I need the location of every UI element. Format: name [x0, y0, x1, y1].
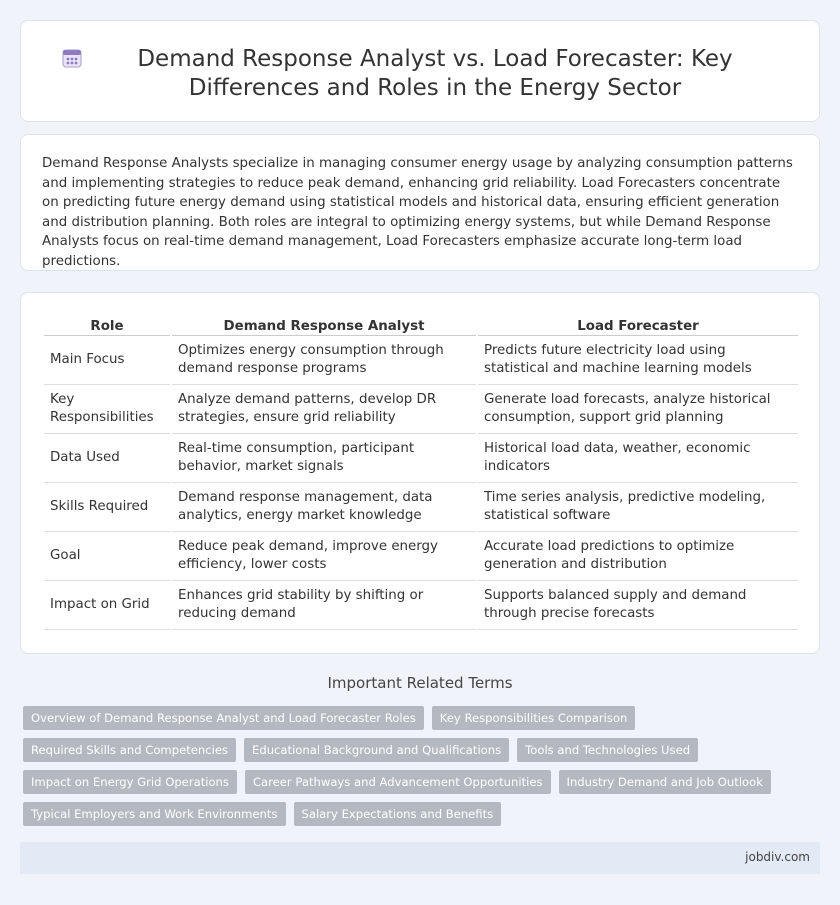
- footer: [20, 842, 820, 874]
- related-term-tag[interactable]: Key Responsibilities Comparison: [432, 706, 636, 730]
- row-label: Skills Required: [44, 483, 170, 532]
- forecaster-cell: Predicts future electricity load using statistical and machine learning models: [478, 336, 798, 385]
- table-row: [44, 336, 798, 385]
- related-term-tag[interactable]: Overview of Demand Response Analyst and Load Forecaster Roles: [23, 706, 424, 730]
- analyst-cell: Reduce peak demand, improve energy efficiency, lower costs: [172, 532, 476, 581]
- header-role: Role: [44, 315, 170, 336]
- row-label: Data Used: [44, 434, 170, 483]
- related-terms-list: [23, 706, 823, 834]
- analyst-cell: Real-time consumption, participant behavior, market signals: [172, 434, 476, 483]
- intro-card: [20, 134, 820, 271]
- table-row: [44, 385, 798, 434]
- forecaster-cell: Generate load forecasts, analyze historical consumption, support grid planning: [478, 385, 798, 434]
- table-header-row: [44, 315, 798, 336]
- related-term-tag[interactable]: Industry Demand and Job Outlook: [559, 770, 771, 794]
- table-row: [44, 581, 798, 630]
- analyst-cell: Analyze demand patterns, develop DR strategies, ensure grid reliability: [172, 385, 476, 434]
- forecaster-cell: Supports balanced supply and demand through precise forecasts: [478, 581, 798, 630]
- forecaster-cell: Historical load data, weather, economic indicators: [478, 434, 798, 483]
- related-term-tag[interactable]: Impact on Energy Grid Operations: [23, 770, 237, 794]
- table-row: [44, 483, 798, 532]
- table-row: [44, 434, 798, 483]
- comparison-card: [20, 292, 820, 654]
- comparison-table: [42, 315, 800, 630]
- row-label: Goal: [44, 532, 170, 581]
- related-term-tag[interactable]: Tools and Technologies Used: [517, 738, 698, 762]
- related-term-tag[interactable]: Salary Expectations and Benefits: [294, 802, 502, 826]
- related-terms-heading: Important Related Terms: [327, 674, 513, 692]
- table-row: [44, 532, 798, 581]
- page-title: Demand Response Analyst vs. Load Forecaster: Key Differences and Roles in the Energy Sector: [137, 46, 733, 101]
- title-card: [20, 20, 820, 122]
- analyst-cell: Enhances grid stability by shifting or reducing demand: [172, 581, 476, 630]
- intro-paragraph: Demand Response Analysts specialize in managing consumer energy usage by analyzing consumption patterns and implementing strategies to reduce peak demand, enhancing grid reliability. Load Forecasters concentrate on predicting future energy demand using statistical models and historical data, ensuring efficient generation and distribution planning. Both roles are integral to optimizing energy systems, but while Demand Response Analysts focus on real-time demand management, Load Forecasters emphasize accurate long-term load predictions.: [42, 156, 793, 269]
- footer-site-link[interactable]: jobdiv.com: [745, 850, 810, 864]
- analyst-cell: Demand response management, data analytics, energy market knowledge: [172, 483, 476, 532]
- related-term-tag[interactable]: Required Skills and Competencies: [23, 738, 236, 762]
- row-label: Impact on Grid: [44, 581, 170, 630]
- related-term-tag[interactable]: Career Pathways and Advancement Opportunities: [245, 770, 551, 794]
- related-term-tag[interactable]: Educational Background and Qualifications: [244, 738, 509, 762]
- forecaster-cell: Accurate load predictions to optimize generation and distribution: [478, 532, 798, 581]
- row-label: Main Focus: [44, 336, 170, 385]
- related-term-tag[interactable]: Typical Employers and Work Environments: [23, 802, 286, 826]
- analyst-cell: Optimizes energy consumption through demand response programs: [172, 336, 476, 385]
- header-load-forecaster: Load Forecaster: [478, 315, 798, 336]
- header-demand-response-analyst: Demand Response Analyst: [172, 315, 476, 336]
- forecaster-cell: Time series analysis, predictive modeling, statistical software: [478, 483, 798, 532]
- row-label: Key Responsibilities: [44, 385, 170, 434]
